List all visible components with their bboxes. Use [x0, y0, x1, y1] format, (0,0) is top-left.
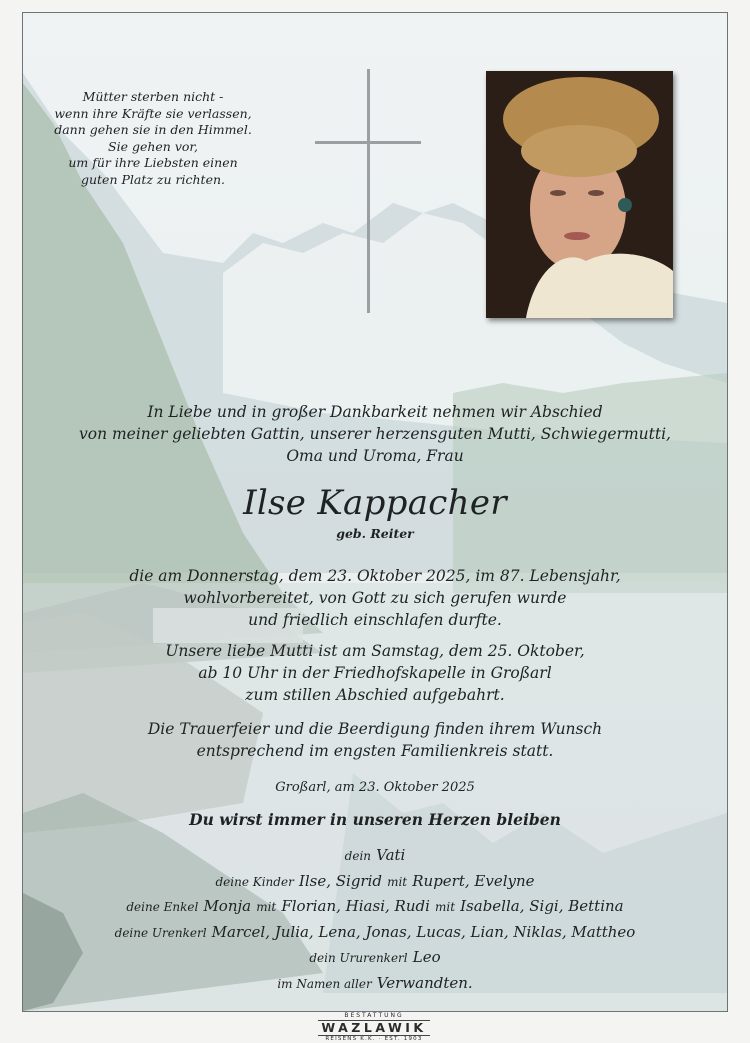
- poem-line: wenn ihre Kräfte sie verlassen,: [54, 105, 252, 121]
- poem-line: Mütter sterben nicht -: [82, 89, 224, 104]
- paragraph-line: die am Donnerstag, dem 23. Oktober 2025, im 87. Lebensjahr,: [129, 567, 621, 585]
- family-row-husband: dein Vati: [344, 846, 406, 864]
- poem: [53, 89, 253, 188]
- logo-line: REISENS K.K. · EST. 1903: [325, 1036, 423, 1042]
- portrait-photo: [486, 71, 673, 318]
- paragraph-line: wohlvorbereitet, von Gott zu sich gerufen wurde: [183, 589, 567, 607]
- birth-name: geb. Reiter: [336, 526, 414, 541]
- poem-line: Sie gehen vor,: [108, 138, 198, 154]
- funeral-home-logo: [308, 1012, 440, 1043]
- family-row-greatgreatgrandchild: dein Ururenkerl Leo: [309, 948, 441, 966]
- deceased-name: Ilse Kappacher: [243, 483, 507, 523]
- funeral-info: [23, 718, 727, 762]
- family-row-greatgrandchildren: deine Urenkerl Marcel, Julia, Lena, Jonas, Lucas, Lian, Niklas, Mattheo: [114, 922, 636, 941]
- paragraph-line: und friedlich einschlafen durfte.: [248, 611, 502, 629]
- obituary-sheet: [22, 12, 728, 1012]
- intro-line: Oma und Uroma, Frau: [286, 447, 464, 465]
- viewing-info: [23, 640, 727, 706]
- motto: Du wirst immer in unseren Herzen bleiben: [189, 810, 561, 829]
- intro-line: von meiner geliebten Gattin, unserer herzensguten Mutti, Schwiegermutti,: [78, 425, 671, 443]
- poem-line: dann gehen sie in den Himmel.: [54, 122, 252, 137]
- paragraph-line: zum stillen Abschied aufgebahrt.: [245, 686, 505, 704]
- paragraph-line: Die Trauerfeier und die Beerdigung finden ihrem Wunsch: [147, 720, 603, 738]
- intro-text: [23, 401, 727, 467]
- place-date: Großarl, am 23. Oktober 2025: [275, 780, 475, 795]
- family-row-closing: im Namen aller Verwandten.: [277, 973, 473, 992]
- logo-name: WAZLAWIK: [318, 1020, 430, 1036]
- paragraph-line: ab 10 Uhr in der Friedhofskapelle in Großarl: [198, 664, 552, 682]
- intro-line: In Liebe und in großer Dankbarkeit nehmen wir Abschied: [147, 403, 603, 421]
- family-list: [23, 843, 727, 996]
- poem-line: guten Platz zu richten.: [80, 171, 226, 187]
- family-row-grandchildren: deine Enkel Monja mit Florian, Hiasi, Rudi mit Isabella, Sigi, Bettina: [126, 897, 624, 915]
- logo-line: BESTATTUNG: [344, 1012, 404, 1019]
- poem-line: um für ihre Liebsten einen: [68, 155, 238, 170]
- family-row-children: deine Kinder Ilse, Sigrid mit Rupert, Evelyne: [215, 871, 535, 890]
- paragraph-line: Unsere liebe Mutti ist am Samstag, dem 25. Oktober,: [165, 642, 585, 660]
- paragraph-line: entsprechend im engsten Familienkreis statt.: [196, 742, 554, 760]
- death-announcement: [23, 565, 727, 631]
